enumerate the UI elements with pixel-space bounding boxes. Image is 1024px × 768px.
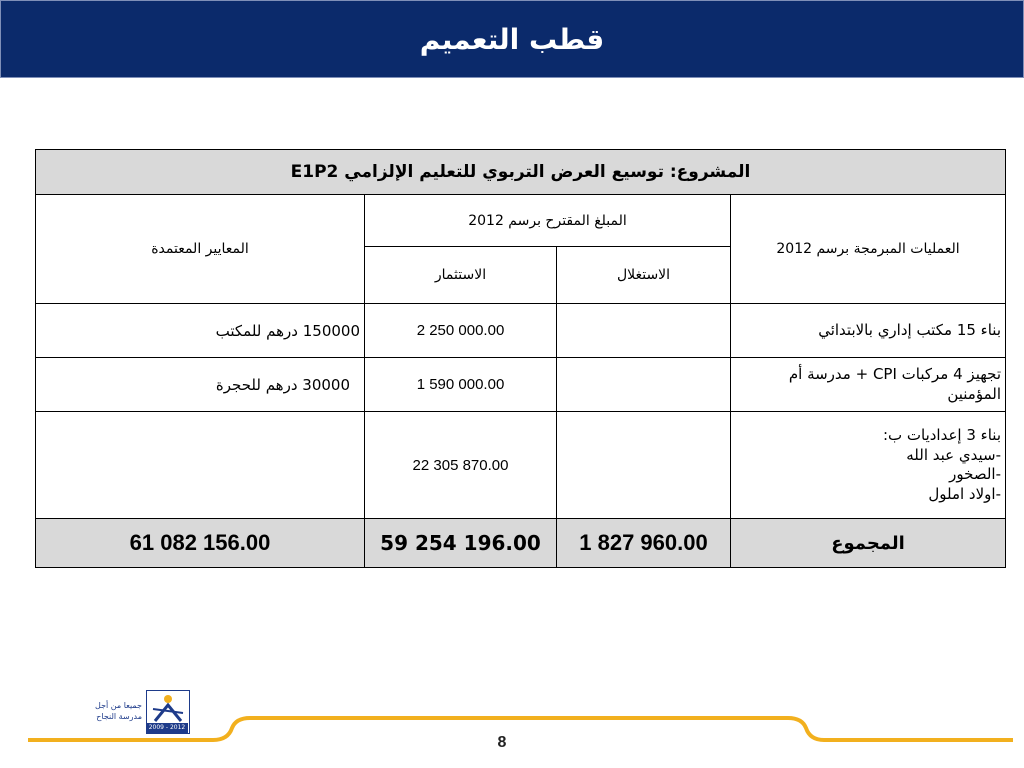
grand-total-cell: 61 082 156.00 (36, 519, 365, 568)
investment-total-cell: 59 254 196.00 (365, 519, 557, 568)
page-number: 8 (497, 734, 507, 751)
operation-line: -سيدي عبد الله (906, 445, 1001, 464)
investment-cell: 2 250 000.00 (365, 304, 557, 358)
investment-cell: 22 305 870.00 (365, 412, 557, 519)
investment-header (365, 247, 557, 304)
table-row (36, 358, 1006, 412)
operation-line: -الصخور (949, 465, 1001, 483)
criteria-cell: 30000 درهم للحجرة (36, 358, 365, 412)
logo-line-2: مدرسة النجاح (96, 712, 142, 721)
operating-cell (557, 412, 731, 519)
amount-header (365, 195, 731, 247)
operation-cell (731, 412, 1006, 519)
table-row (36, 412, 1006, 519)
operating-header-label: الاستغلال (616, 267, 671, 283)
project-header (36, 150, 1006, 195)
operating-cell (557, 358, 731, 412)
criteria-cell: 150000 درهم للمكتب (36, 304, 365, 358)
title-bar (0, 0, 1024, 78)
investment-header-label: الاستثمار (434, 267, 487, 283)
operations-header (731, 195, 1006, 304)
investment-cell: 1 590 000.00 (365, 358, 557, 412)
amount-header-label: المبلغ المقترح برسم 2012 (468, 212, 627, 229)
budget-table (35, 149, 1006, 568)
operation-line: بناء 3 إعداديات ب: (882, 426, 1001, 444)
project-label: المشروع: توسيع العرض التربوي للتعليم الإلزامي E1P2 (290, 162, 751, 182)
total-label: المجموع (731, 519, 1006, 568)
slide-title: قطب التعميم (419, 22, 605, 56)
operating-header (557, 247, 731, 304)
operation-line: -اولاد املول (928, 484, 1001, 503)
operations-header-label: العمليات المبرمجة برسم 2012 (776, 241, 960, 257)
footer-accent-line (28, 716, 1013, 746)
operating-cell (557, 304, 731, 358)
logo-years: 2009 - 2012 (146, 723, 188, 733)
total-row (36, 519, 1006, 568)
logo-line-1: جميعا من أجل (95, 701, 142, 710)
criteria-header-label: المعايير المعتمدة (151, 241, 249, 257)
criteria-header (36, 195, 365, 304)
operating-total-cell: 1 827 960.00 (557, 519, 731, 568)
table-row (36, 304, 1006, 358)
operation-cell: تجهيز 4 مركبات CPI + مدرسة أم المؤمنين (731, 358, 1006, 412)
operation-cell: بناء 15 مكتب إداري بالابتدائي (731, 304, 1006, 358)
criteria-cell (36, 412, 365, 519)
